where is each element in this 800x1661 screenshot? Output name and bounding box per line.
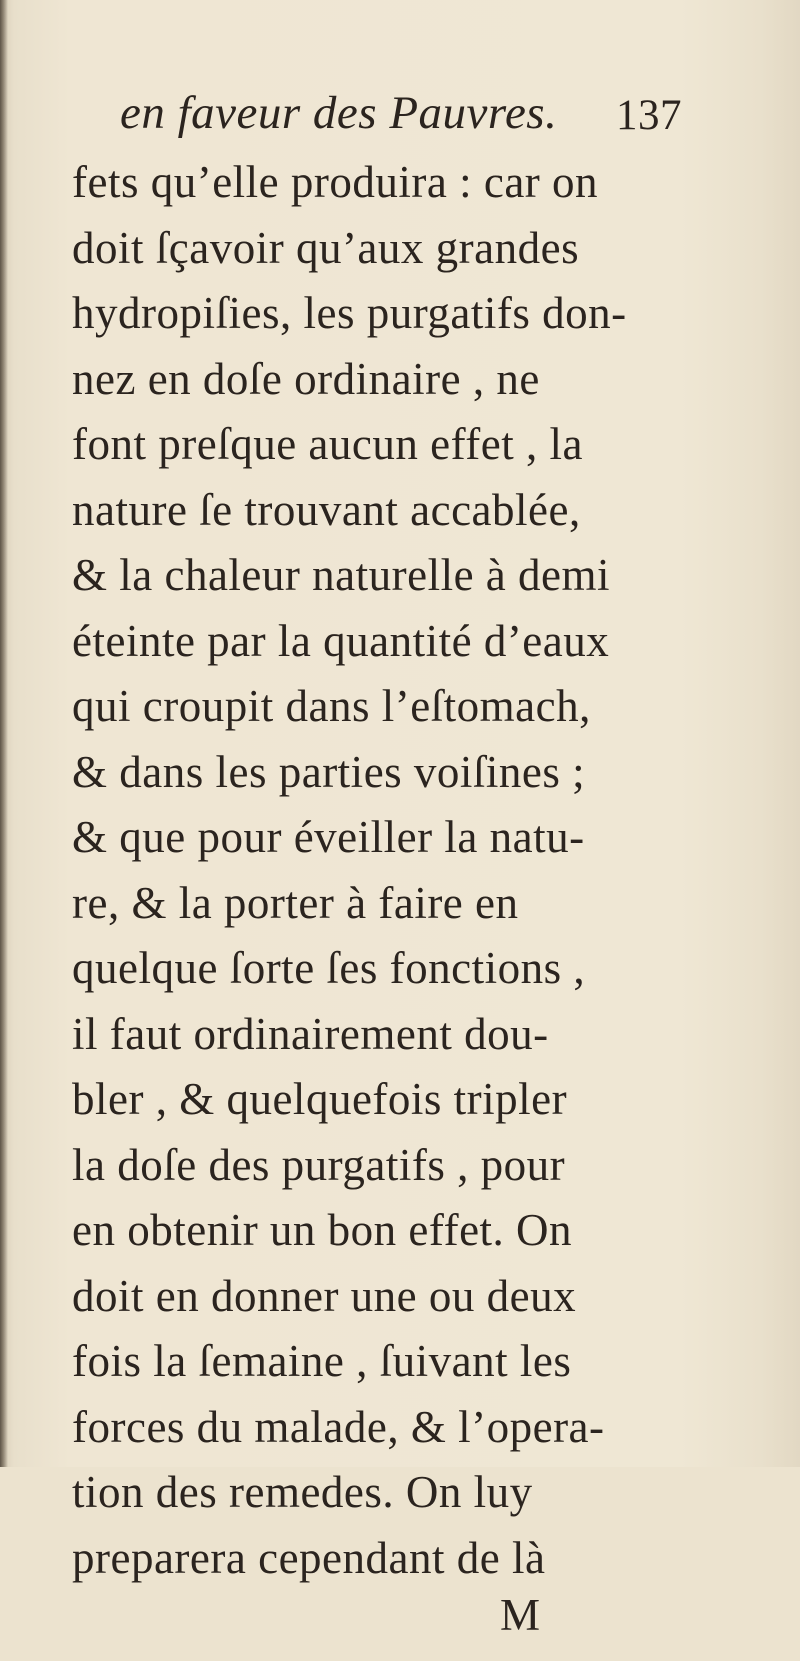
page-text-block	[72, 84, 700, 1661]
text-line: hydropiſies, les purgatifs don-	[72, 288, 627, 338]
text-line: nez en doſe ordinaire , ne	[72, 353, 540, 404]
text-line: qui croupit dans l’eſtomach,	[72, 681, 591, 731]
text-line: tion des remedes. On luy	[72, 1467, 533, 1517]
text-line: re, & la porter à faire en	[72, 877, 519, 928]
page-number: 137	[616, 92, 682, 139]
text-line: & la chaleur naturelle à demi	[72, 550, 610, 600]
text-line: fets qu’elle produira : car on	[72, 157, 599, 207]
text-line: doit ſçavoir qu’aux grandes	[72, 222, 580, 273]
text-line: fois la ſemaine , ſuivant les	[72, 1336, 572, 1386]
page-header	[72, 84, 700, 150]
text-line: en obtenir un bon effet. On	[72, 1205, 573, 1255]
running-head: en faveur des Pauvres.	[120, 87, 558, 139]
text-line: il faut ordinairement dou-	[72, 1008, 549, 1059]
text-line: bler , & quelquefois tripler	[72, 1074, 568, 1124]
page-gutter	[0, 0, 8, 1467]
text-line: la doſe des purgatifs , pour	[72, 1139, 566, 1190]
text-line: quelque ſorte ſes fonctions ,	[72, 943, 586, 993]
text-line: éteinte par la quantité d’eaux	[72, 615, 610, 666]
text-line: nature ſe trouvant accablée,	[72, 484, 581, 535]
text-line: doit en donner une ou deux	[72, 1270, 577, 1321]
text-line: preparera cependant de là	[72, 1532, 546, 1583]
text-line: & que pour éveiller la natu-	[72, 812, 585, 862]
page-footer	[72, 1591, 700, 1661]
catchword: M	[500, 1590, 541, 1640]
text-line: & dans les parties voiſines ;	[72, 746, 586, 797]
text-line: forces du malade, & l’opera-	[72, 1401, 605, 1452]
text-line: font preſque aucun effet , la	[72, 419, 583, 469]
